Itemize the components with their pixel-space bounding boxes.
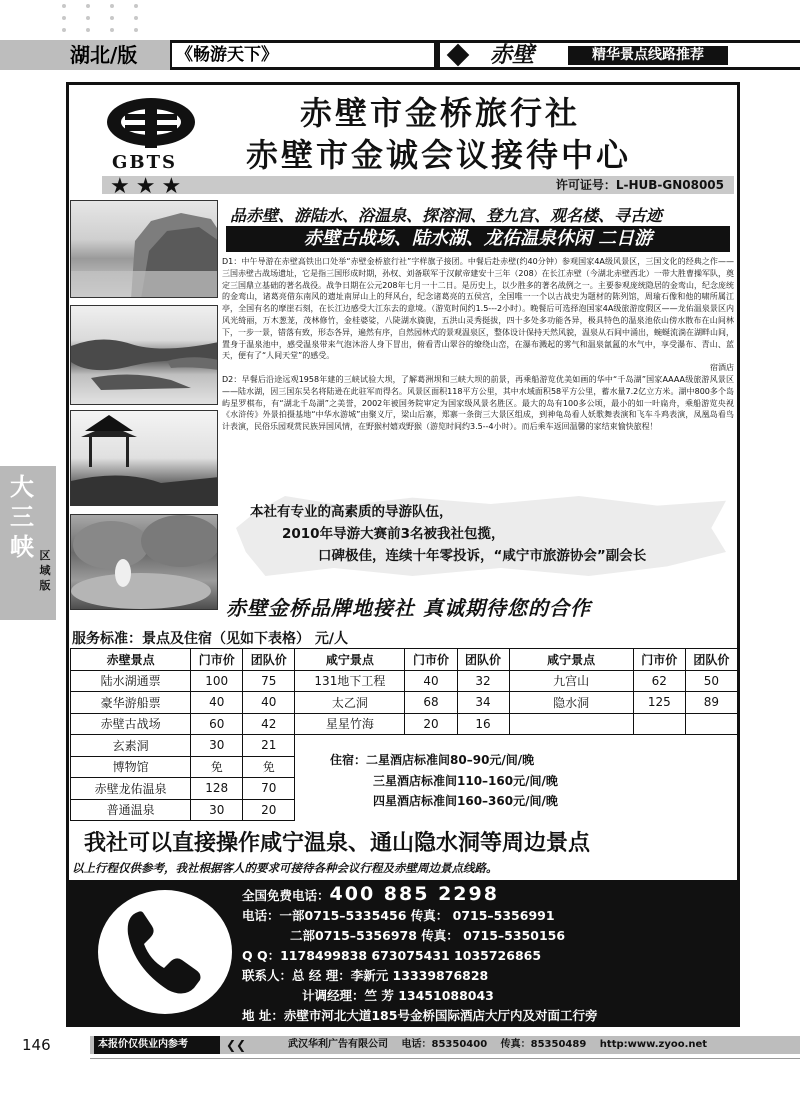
table-cell: 128	[191, 778, 243, 800]
table-cell: 普通温泉	[71, 799, 191, 821]
table-cell: 玄素洞	[71, 735, 191, 757]
table-cell: 40	[191, 692, 243, 714]
table-cell: 豪华游船票	[71, 692, 191, 714]
table-cell: 21	[243, 735, 295, 757]
table-row	[71, 713, 738, 735]
agency-name: 赤壁市金桥旅行社	[300, 94, 581, 132]
table-cell: 星星竹海	[295, 713, 405, 735]
chevron-left-icon: ❮❮	[226, 1038, 247, 1052]
quote-line-2: 2010年导游大赛前3名被我社包揽，	[282, 526, 505, 542]
table-cell: 免	[191, 756, 243, 778]
table-cell: 赤壁龙佑温泉	[71, 778, 191, 800]
contact-address: 地 址：赤壁市河北大道185号金桥国际酒店大厅内及对面工行旁	[242, 1008, 598, 1023]
lodging-three-star: 三星酒店标准间110–160元/间/晚	[373, 773, 558, 788]
itinerary-day1-hotel: 宿酒店	[710, 363, 734, 373]
itinerary	[222, 256, 734, 433]
features-line: 品赤壁、游陆水、浴温泉、探溶洞、登九宫、观名楼、寻古迹	[230, 206, 663, 225]
guide-team-quote	[236, 496, 726, 576]
publisher-tel: 电话：85350400	[401, 1039, 488, 1050]
header-tagline: 精华景点线路推荐	[568, 46, 728, 65]
page-number: 146	[22, 1036, 51, 1054]
table-cell: 70	[243, 778, 295, 800]
table-cell: 太乙洞	[295, 692, 405, 714]
table-cell: 34	[457, 692, 509, 714]
quote-line-1: 本社有专业的高素质的导游队伍，	[250, 504, 453, 520]
table-cell: 75	[243, 670, 295, 692]
table-cell: 32	[457, 670, 509, 692]
lodging-four-star: 四星酒店标准间160–360元/间/晚	[373, 794, 558, 808]
table-header: 门市价	[191, 649, 243, 671]
table-cell: 20	[405, 713, 457, 735]
itinerary-note: 以上行程仅供参考，我社根据客人的要求可接待各种会议行程及赤壁周边景点线路。	[72, 861, 498, 875]
publisher-url: http:www.zyoo.net	[599, 1039, 708, 1050]
itinerary-day2: D2：早餐后沿途远观1958年建的三峡试验大坝，了解葛洲坝和三峡大坝的前景，再乘船游览优美如画的华中“千岛湖”国家AAAA级旅游风景区——陆水湖，因三国东吴名将陆逊在此驻军而得名。风景区面积118平方公里，其中水域面积58平方公里，蓄水量7.2亿立方米。湖中800多个岛屿星罗棋布，有“湖北千岛湖”之美誉，2002年被国务院审定为国家级风景名胜区。最大的岛有100多公顷，最小的如一叶扁舟，乘船游览央视《水浒传》外景拍摄基地“中华水游城”由聚义厅，梁山后寨，郑寨一条街三大景区组成，到神龟岛看人妖歌舞表演和飞车斗鸡表演，凤凰岛看鸟计表演，民俗乐园观赏民族异国风情，在野猴村嬉戏野猴（游览时间约3.5--4小时）。而后乘车返回温馨的家结束愉快旅程！	[222, 374, 734, 432]
photo-red-cliff	[70, 200, 218, 298]
diamond-icon	[447, 44, 470, 67]
side-tab-sub: 区域版	[39, 549, 51, 592]
table-cell: 89	[685, 692, 737, 714]
contact-block	[66, 880, 740, 1027]
photo-hot-spring	[70, 514, 218, 610]
logo-text: GBTS	[112, 152, 177, 173]
table-cell: 16	[457, 713, 509, 735]
side-tab-main: 大三峡	[10, 472, 34, 561]
lodging-info	[330, 750, 558, 812]
table-header: 团队价	[243, 649, 295, 671]
tour-title: 赤壁古战场、陆水湖、龙佑温泉休闲 二日游	[226, 226, 730, 252]
destination-title: 赤壁	[490, 42, 535, 68]
table-cell: 博物馆	[71, 756, 191, 778]
qq-numbers: Q Q：1178499838 673075431 1035726865	[242, 948, 542, 963]
contact-lines	[242, 884, 597, 1026]
spring-image	[71, 515, 218, 610]
table-row	[71, 670, 738, 692]
cliff-image	[71, 201, 218, 298]
photo-pavilion	[70, 410, 218, 506]
table-cell: 50	[685, 670, 737, 692]
table-header: 团队价	[685, 649, 737, 671]
section-title: 《畅游天下》	[172, 43, 434, 67]
table-cell: 131地下工程	[295, 670, 405, 692]
service-standard: 服务标准：景点及住宿（见如下表格） 元/人	[72, 631, 348, 647]
hotline-label: 全国免费电话：	[242, 888, 330, 903]
table-row	[71, 692, 738, 714]
publisher-fax: 传真：85350489	[500, 1039, 587, 1050]
table-cell	[633, 713, 685, 735]
quote-line-3: 口碑极佳，连续十年零投诉，“咸宁市旅游协会”副会长	[318, 548, 647, 564]
operations-banner: 我社可以直接操作咸宁温泉、通山隐水洞等周边景点	[84, 831, 591, 856]
table-cell: 陆水湖通票	[71, 670, 191, 692]
table-cell	[685, 713, 737, 735]
table-header: 赤壁景点	[71, 649, 191, 671]
table-cell: 30	[191, 799, 243, 821]
lake-image	[71, 306, 218, 405]
license-bar: 许可证号：L-HUB-GN08005	[102, 176, 734, 194]
table-header: 咸宁景点	[509, 649, 633, 671]
phone-badge	[98, 890, 232, 1014]
table-cell: 赤壁古战场	[71, 713, 191, 735]
footer-divider	[90, 1058, 800, 1059]
region-label: 湖北/版	[0, 40, 170, 70]
table-cell: 20	[243, 799, 295, 821]
table-cell: 40	[243, 692, 295, 714]
tel-dept-2: 二部0715–5356978 传真： 0715–5350156	[290, 928, 566, 943]
table-cell: 100	[191, 670, 243, 692]
header-right	[440, 43, 800, 67]
table-cell: 125	[633, 692, 685, 714]
region-side-tab	[0, 466, 56, 620]
itinerary-day1: D1：中午导游在赤壁高铁出口处举“赤壁金桥旅行社”字样旗子接团。中餐后赴赤壁(约40分钟）参观国家4A级风景区，三国文化的经典之作——三国赤壁古战场遗址，它是指三国形成时期，孙权、刘备联军于汉献帝建安十三年（208）在长江赤壁（今湖北赤壁西北）一带大胜曹操军队，奠定三国鼎立基础的著名战役。战争日期在公元208年七月一十二日。是历史上，以少胜多的著名战例之一。主要参观庞统隐居的金鸾山，纪念庞统的金鸾山，诸葛亮借东南风的遗址南屏山上的拜风台，纪念诸葛亮的五侯宫，全国唯一一个以古战史为题材的陈列馆，周瑜石像和他的啸所属江亭，全国有名的摩崖石刻，在长江边感受大江东去的意境。（游览时间约1.5---2小时）。晚餐后可选择泡国家4A级旅游度假区——龙佑温泉景区内风光绮丽，万木葱茏，茂林修竹，金桂婆娑，八陡湖水旖旎，五洪山灵秀挺拔，四十多处多功能各异，极具特色的温泉池依山傍水散布在山间林下，一步一景，错落有致，形态各异，遍然有序，自然园林式的景观温泉区，整体设计保持天然风貌，温泉从石间中涌出，蜿蜒流淌在湖畔山间，置身于温泉池中，感受温泉带来气泡沐浴人身下冒出，俯看青山翠谷的缭绕山峦，在瀑布溅起的雾气和温泉氤氲的水气中，享受瀑布、青山、蓝天，便有了“人间天堂”的感受。	[222, 257, 734, 361]
brand-slogan: 赤壁金桥品牌地接社 真诚期待您的合作	[226, 596, 591, 620]
footer-bar	[90, 1036, 800, 1054]
table-header: 门市价	[405, 649, 457, 671]
lodging-two-star: 二星酒店标准间80–90元/间/晚	[366, 753, 535, 767]
table-cell: 隐水洞	[509, 692, 633, 714]
decorative-dots	[62, 4, 162, 34]
table-cell: 九宫山	[509, 670, 633, 692]
table-cell: 60	[191, 713, 243, 735]
tel-dept-1: 电话：一部0715–5335456 传真： 0715–5356991	[242, 908, 555, 923]
table-header-row	[71, 649, 738, 671]
footer-note: 本报价仅供业内参考	[94, 1036, 220, 1054]
table-header: 咸宁景点	[295, 649, 405, 671]
table-cell: 40	[405, 670, 457, 692]
contact-planning-manager: 计调经理：竺 芳 13451088043	[302, 988, 494, 1003]
photo-lushui-lake	[70, 305, 218, 405]
table-header: 门市价	[633, 649, 685, 671]
table-cell: 68	[405, 692, 457, 714]
table-cell	[509, 713, 633, 735]
table-cell: 42	[243, 713, 295, 735]
conference-center-name: 赤壁市金诚会议接待中心	[246, 136, 632, 174]
star-rating: ★★★	[110, 174, 188, 199]
page-header	[0, 40, 800, 70]
hotline-number: 400 885 2298	[329, 883, 499, 905]
table-cell: 免	[243, 756, 295, 778]
table-cell: 30	[191, 735, 243, 757]
footer-publisher	[288, 1036, 717, 1054]
table-header: 团队价	[457, 649, 509, 671]
lodging-label: 住宿：	[330, 753, 367, 767]
pavilion-image	[71, 411, 218, 506]
publisher-name: 武汉华利广告有限公司	[288, 1039, 388, 1050]
telephone-icon	[98, 890, 232, 1014]
contact-general-manager: 联系人：总 经 理：李新元 13339876828	[242, 968, 489, 983]
table-cell: 62	[633, 670, 685, 692]
